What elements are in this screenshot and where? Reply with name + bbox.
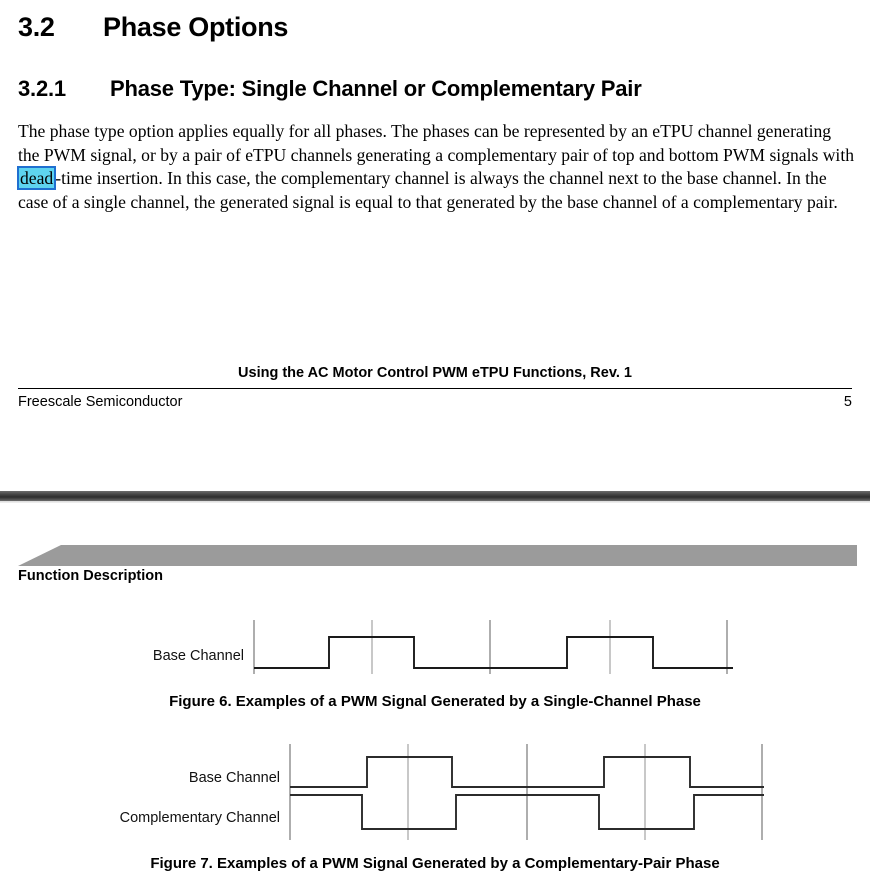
figure-7-diagram [0,735,870,845]
footer-page-number: 5 [843,394,852,410]
footer-company: Freescale Semiconductor [18,394,183,410]
figure-6-diagram [0,608,870,688]
subsection-title: Phase Type: Single Channel or Complementary Pair [110,76,642,101]
figure-7-caption: Figure 7. Examples of a PWM Signal Generated by a Complementary-Pair Phase [150,855,720,872]
document-page-two [0,503,870,886]
footer-document-title: Using the AC Motor Control PWM eTPU Functions, Rev. 1 [238,365,632,381]
subsection-heading [18,77,642,101]
paragraph-text-after: -time insertion. In this case, the complementary channel is always the channel next to the base channel. In the case of a single channel, the generated signal is equal to that generated by the base channel of a complementary pair. [18,168,838,212]
figure-6-label-base-channel: Base Channel [152,648,244,664]
section-title: Phase Options [103,12,289,42]
figure-7-gridlines [290,744,762,840]
section-number: 3.2 [18,12,55,42]
section-banner [18,545,857,566]
body-paragraph [18,120,856,214]
figure-7-label-complementary-channel: Complementary Channel [119,810,280,826]
figure-6-caption: Figure 6. Examples of a PWM Signal Generated by a Single-Channel Phase [169,693,701,710]
footer-divider [18,388,852,389]
figure-7-svg [0,735,870,845]
figure-6-gridlines [254,620,727,674]
paragraph-text-before: The phase type option applies equally for all phases. The phases can be represented by an eTPU channel generating the PWM signal, or by a pair of eTPU channels generating a complementary pair of top and bottom PWM signals with [18,121,855,165]
page-break-band [0,491,870,501]
figure-6-midpoint-ticks [372,620,610,674]
section-head-label: Function Description [18,568,163,584]
figure-6-base-channel-waveform [254,637,733,668]
figure-6-svg [0,608,870,688]
subsection-number: 3.2.1 [18,76,66,101]
section-heading [18,13,288,43]
highlighted-term[interactable]: dead [20,168,54,189]
figure-7-label-base-channel: Base Channel [188,770,280,786]
